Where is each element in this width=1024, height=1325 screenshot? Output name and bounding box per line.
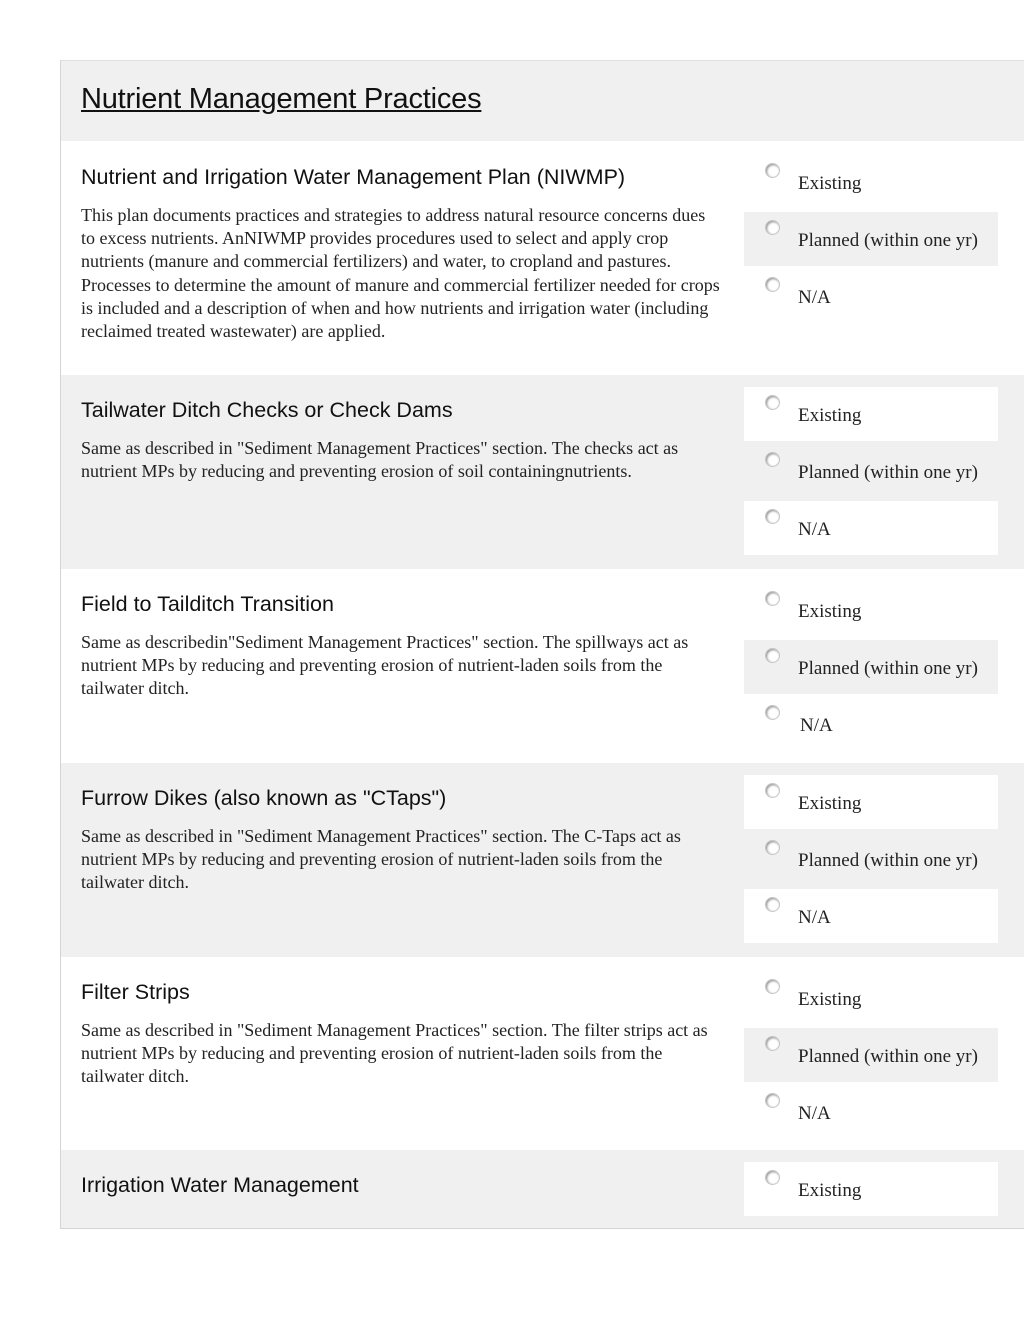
option-label: Planned (within one yr): [798, 850, 978, 871]
option-planned[interactable]: [744, 1028, 998, 1082]
option-planned[interactable]: [744, 212, 998, 266]
option-label: N/A: [798, 1103, 831, 1124]
radio-button-icon[interactable]: [765, 783, 780, 798]
radio-button-icon[interactable]: [765, 220, 780, 235]
practice-title: Tailwater Ditch Checks or Check Dams: [81, 398, 453, 422]
practice-title: Nutrient and Irrigation Water Management Plan (NIWMP): [81, 165, 626, 189]
option-label: Planned (within one yr): [798, 230, 978, 251]
radio-button-icon[interactable]: [765, 395, 780, 410]
practice-description: Same as described in "Sediment Management Practices" section. The checks act as nutrient MPs by reducing and preventing erosion of soil containingnutrients.: [81, 438, 679, 482]
option-planned[interactable]: [744, 444, 998, 498]
option-label: Existing: [798, 173, 862, 194]
radio-button-icon[interactable]: [765, 648, 780, 663]
radio-button-icon[interactable]: [765, 979, 780, 994]
option-planned[interactable]: [744, 640, 998, 694]
radio-button-icon[interactable]: [765, 705, 780, 720]
option-existing[interactable]: [744, 1162, 998, 1216]
option-na[interactable]: [744, 889, 998, 943]
practice-description: Same as describedin"Sediment Management Practices" section. The spillways act as nutrient MPs by reducing and preventing erosion of nutrient-laden soils from the tailwater ditch.: [81, 632, 689, 699]
practice-furrow-dikes: [61, 763, 1024, 957]
practice-title: Filter Strips: [81, 980, 190, 1004]
option-label: Existing: [798, 793, 862, 814]
practice-niwmp: [61, 141, 1024, 375]
option-label: N/A: [800, 715, 833, 736]
section-header: [61, 61, 1024, 141]
page-title: Nutrient Management Practices: [81, 83, 482, 115]
option-existing[interactable]: [744, 971, 998, 1025]
option-label: Planned (within one yr): [798, 658, 978, 679]
radio-button-icon[interactable]: [765, 1170, 780, 1185]
radio-button-icon[interactable]: [765, 897, 780, 912]
option-na[interactable]: [744, 1085, 998, 1139]
radio-button-icon[interactable]: [765, 452, 780, 467]
practice-title: Irrigation Water Management: [81, 1173, 359, 1197]
option-planned[interactable]: [744, 832, 998, 886]
option-na[interactable]: [744, 697, 998, 751]
option-existing[interactable]: [744, 387, 998, 441]
radio-button-icon[interactable]: [765, 277, 780, 292]
option-existing[interactable]: [744, 155, 998, 209]
practice-description: Same as described in "Sediment Management Practices" section. The filter strips act as nutrient MPs by reducing and preventing erosion of nutrient-laden soils from the tailwater ditch.: [81, 1020, 708, 1087]
radio-button-icon[interactable]: [765, 509, 780, 524]
option-existing[interactable]: [744, 583, 998, 637]
practice-filter-strips: [61, 957, 1024, 1150]
radio-button-icon[interactable]: [765, 840, 780, 855]
option-label: Existing: [798, 989, 862, 1010]
option-na[interactable]: [744, 269, 998, 323]
practice-title: Furrow Dikes (also known as "CTaps"): [81, 786, 447, 810]
option-label: N/A: [798, 907, 831, 928]
radio-button-icon[interactable]: [765, 163, 780, 178]
nutrient-management-panel: [60, 60, 1024, 1229]
practice-description: This plan documents practices and strategies to address natural resource concerns dues to excess nutrients. AnNIWMP provides procedures used to select and apply crop nutrients (manure and commercial fertilizers) and water, to cropland and pastures. Processes to determine the amount of manure and commercial fertilizer needed for crops is included and a description of when and how nutrients and irrigation water (including reclaimed treated wastewater) are applied.: [81, 205, 720, 342]
option-label: Existing: [798, 1180, 862, 1201]
practice-field-to-tailditch-transition: [61, 569, 1024, 763]
practice-irrigation-water-management: [61, 1150, 1024, 1228]
radio-button-icon[interactable]: [765, 1093, 780, 1108]
option-label: N/A: [798, 287, 831, 308]
radio-button-icon[interactable]: [765, 1036, 780, 1051]
option-label: Existing: [798, 405, 862, 426]
radio-button-icon[interactable]: [765, 591, 780, 606]
practice-description: Same as described in "Sediment Management Practices" section. The C-Taps act as nutrient MPs by reducing and preventing erosion of nutrient-laden soils from the tailwater ditch.: [81, 826, 681, 893]
option-label: N/A: [798, 519, 831, 540]
option-label: Planned (within one yr): [798, 462, 978, 483]
practice-tailwater-ditch-checks: [61, 375, 1024, 569]
option-label: Planned (within one yr): [798, 1046, 978, 1067]
option-existing[interactable]: [744, 775, 998, 829]
option-na[interactable]: [744, 501, 998, 555]
practice-title: Field to Tailditch Transition: [81, 592, 334, 616]
option-label: Existing: [798, 601, 862, 622]
